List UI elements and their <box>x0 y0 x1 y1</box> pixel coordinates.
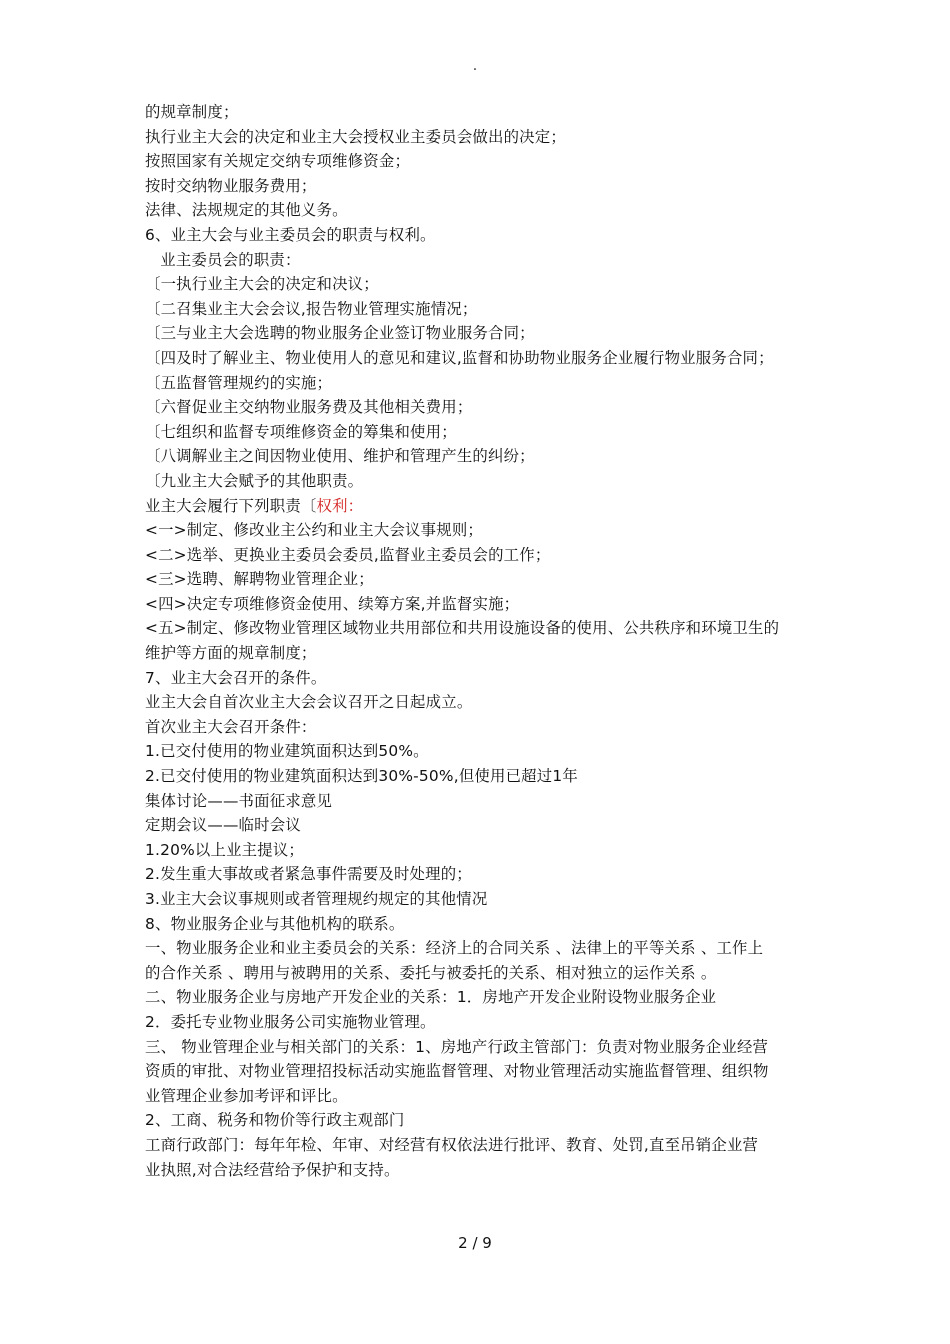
text-line: 一、物业服务企业和业主委员会的关系：经济上的合同关系 、法律上的平等关系 、工作上 <box>145 939 764 958</box>
list-item: 〔七组织和监督专项维修资金的筹集和使用； <box>145 422 457 441</box>
text-line: 法律、法规规定的其他义务。 <box>145 201 348 220</box>
text-line: 按照国家有关规定交纳专项维修资金； <box>145 152 411 171</box>
page-header-mark: . <box>472 58 478 74</box>
subheading: 业主委员会的职责： <box>145 250 301 269</box>
list-item: 〔八调解业主之间因物业使用、维护和管理产生的纠纷； <box>145 447 535 466</box>
list-item: 2.已交付使用的物业建筑面积达到30%-50%,但使用已超过1年 <box>145 767 578 786</box>
list-item: 1.20%以上业主提议； <box>145 840 305 859</box>
text-line: 业主大会自首次业主大会会议召开之日起成立。 <box>145 693 473 712</box>
text-line: 2．委托专业物业服务公司实施物业管理。 <box>145 1012 436 1031</box>
text-line: 二、物业服务企业与房地产开发企业的关系：1．房地产开发企业附设物业服务企业 <box>145 988 717 1007</box>
list-item: 〔九业主大会赋予的其他职责。 <box>145 471 364 490</box>
highlighted-text: 权利： <box>316 496 364 515</box>
text-line: 按时交纳物业服务费用； <box>145 176 317 195</box>
list-item: <五>制定、修改物业管理区域物业共用部位和共用设施设备的使用、公共秩序和环境卫生的 <box>145 619 780 638</box>
list-item: 〔二召集业主大会会议,报告物业管理实施情况； <box>145 299 478 318</box>
list-item: <四>决定专项维修资金使用、续筹方案,并监督实施； <box>145 594 520 613</box>
page-number: 2 / 9 <box>458 1234 492 1252</box>
list-item: <三>选聘、解聘物业管理企业； <box>145 570 374 589</box>
list-item: 3.业主大会议事规则或者管理规约规定的其他情况 <box>145 890 488 908</box>
text-line: 定期会议——临时会议 <box>145 816 301 835</box>
text-line: 三、 物业管理企业与相关部门的关系：1、房地产行政主管部门：负责对物业服务企业经营 <box>145 1037 769 1056</box>
text-line: 工商行政部门：每年年检、年审、对经营有权依法进行批评、教育、处罚,直至吊销企业营 <box>145 1135 759 1154</box>
text-line: 业管理企业参加考评和评比。 <box>145 1086 348 1105</box>
section-heading: 7、业主大会召开的条件。 <box>145 668 327 687</box>
list-item: <一>制定、修改业主公约和业主大会议事规则； <box>145 521 484 540</box>
list-item: 〔六督促业主交纳物业服务费及其他相关费用； <box>145 398 473 417</box>
document-body <box>145 100 813 1182</box>
mixed-text-line <box>145 494 813 519</box>
list-item: 1.已交付使用的物业建筑面积达到50%。 <box>145 742 429 761</box>
list-item: 〔三与业主大会选聘的物业服务企业签订物业服务合同； <box>145 324 535 343</box>
list-item: 2.发生重大事故或者紧急事件需要及时处理的； <box>145 865 472 884</box>
text-line: 资质的审批、对物业管理招投标活动实施监督管理、对物业管理活动实施监督管理、组织物 <box>145 1062 769 1081</box>
text-line: 维护等方面的规章制度； <box>145 644 317 663</box>
text-line: 业执照,对合法经营给予保护和支持。 <box>145 1160 400 1179</box>
list-item: 〔四及时了解业主、物业使用人的意见和建议,监督和协助物业服务企业履行物业服务合同； <box>145 348 774 367</box>
text-line: 集体讨论——书面征求意见 <box>145 791 333 810</box>
text-line: 首次业主大会召开条件： <box>145 717 317 736</box>
list-item: 〔一执行业主大会的决定和决议； <box>145 275 379 294</box>
list-item: 〔五监督管理规约的实施； <box>145 373 333 392</box>
text-span: 业主大会履行下列职责〔 <box>145 496 317 515</box>
section-heading: 6、业主大会与业主委员会的职责与权利。 <box>145 225 436 244</box>
list-item: <二>选举、更换业主委员会委员,监督业主委员会的工作； <box>145 545 551 564</box>
text-line: 的规章制度； <box>145 103 239 121</box>
text-line: 执行业主大会的决定和业主大会授权业主委员会做出的决定； <box>145 127 566 146</box>
section-heading: 8、物业服务企业与其他机构的联系。 <box>145 914 405 933</box>
text-line: 的合作关系 、聘用与被聘用的关系、委托与被委托的关系、相对独立的运作关系 。 <box>145 963 717 982</box>
text-line: 2、工商、税务和物价等行政主观部门 <box>145 1111 405 1130</box>
